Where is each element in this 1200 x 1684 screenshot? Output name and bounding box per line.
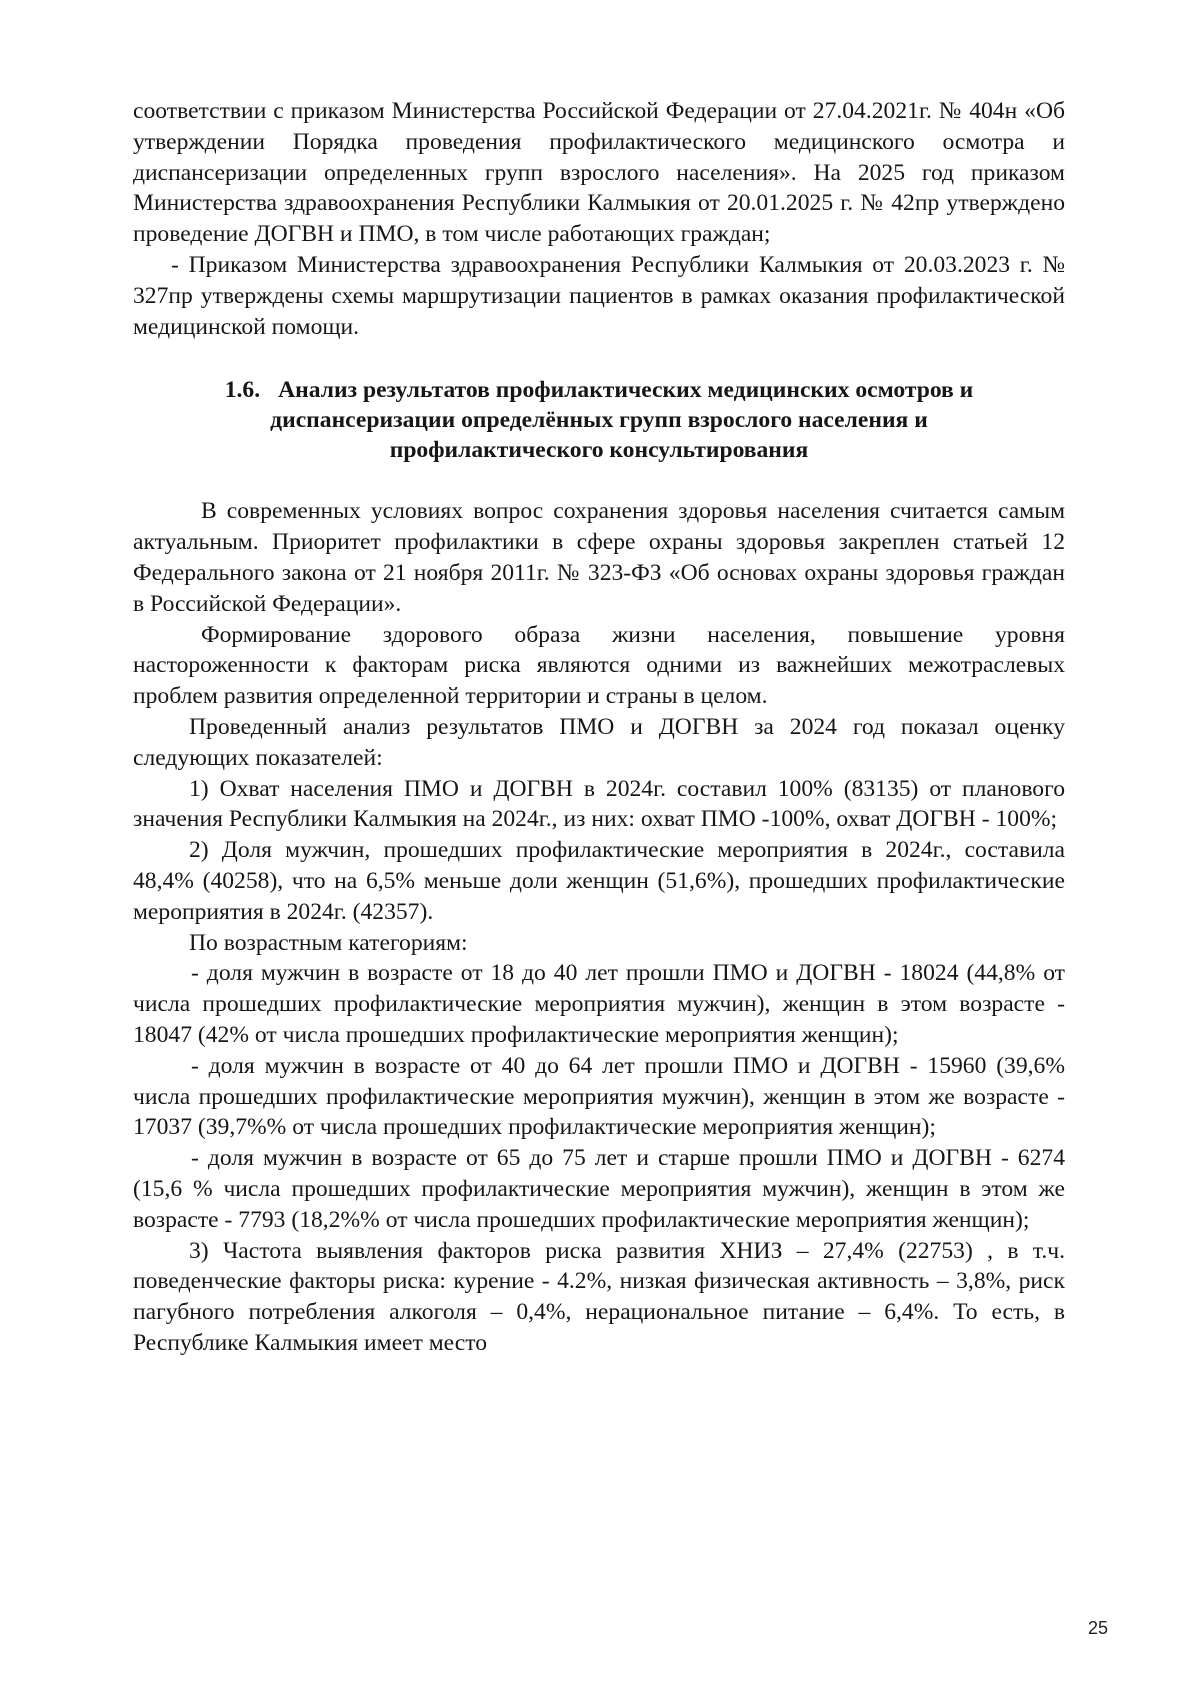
paragraph-age-categories: По возрастным категориям: (189, 929, 468, 956)
section-title-line-1: Анализ результатов профилактических медицинских осмотров и (278, 377, 974, 404)
age-item-40-64: - доля мужчин в возрасте от 40 до 64 лет прошли ПМО и ДОГВН - 15960 (39,6% числа прошедших профилактические мероприятия мужчин), женщин в этом же возрасте - 17037 (39,7%% от числа прошедших профилактические мероприятия женщин); (133, 1052, 1065, 1141)
age-item-65-75: - доля мужчин в возрасте от 65 до 75 лет и старше прошли ПМО и ДОГВН - 6274 (15,6 % числа прошедших профилактические мероприятия мужчин), женщин в этом же возрасте - 7793 (18,2%% от числа прошедших профилактические мероприятия женщин); (133, 1145, 1065, 1233)
section-title-line-2: диспансеризации определённых групп взрослого населения и (270, 407, 928, 434)
list-item-risk-factors: 3) Частота выявления факторов риска развития ХНИЗ – 27,4% (22753) , в т.ч. поведенческие факторы риска: курение - 4.2%, низкая физическая активность – 3,8%, риск пагубного потребления алкоголя – 0,4%, нерациональное питание – 6,4%. То есть, в Республике Калмыкия имеет место (133, 1237, 1065, 1356)
paragraph-analysis-intro: Проведенный анализ результатов ПМО и ДОГВН за 2024 год показал оценку следующих показателей: (133, 713, 1065, 771)
document-body (133, 96, 1065, 1359)
section-title-line-3: профилактического консультирования (389, 437, 809, 464)
list-item-coverage: 1) Охват населения ПМО и ДОГВН в 2024г. составил 100% (83135) от планового значения Республики Калмыкия на 2024г., из них: охват ПМО -100%, охват ДОГВН - 100%; (133, 775, 1065, 833)
paragraph-healthy-lifestyle: Формирование здорового образа жизни населения, повышение уровня настороженности к факторам риска являются одними из важнейших межотраслевых проблем развития определенной территории и страны в целом. (133, 621, 1065, 710)
age-item-18-40: - доля мужчин в возрасте от 18 до 40 лет прошли ПМО и ДОГВН - 18024 (44,8% от числа прошедших профилактические мероприятия мужчин), женщин в этом возрасте - 18047 (42% от числа прошедших профилактические мероприятия женщин); (133, 960, 1065, 1048)
section-number: 1.6. (224, 377, 261, 404)
routing-order-paragraph: - Приказом Министерства здравоохранения Республики Калмыкия от 20.03.2023 г. № 327пр утверждены схемы маршрутизации пациентов в рамках оказания профилактической медицинской помощи. (133, 251, 1065, 340)
list-item-men-share: 2) Доля мужчин, прошедших профилактические мероприятия в 2024г., составила 48,4% (40258), что на 6,5% меньше доли женщин (51,6%), прошедших профилактические мероприятия в 2024г. (42357). (133, 837, 1065, 925)
paragraph-health-priority: В современных условиях вопрос сохранения здоровья населения считается самым актуальным. Приоритет профилактики в сфере охраны здоровья закреплен статьей 12 Федерального закона от 21 ноября 2011г. № 323-ФЗ «Об основах охраны здоровья граждан в Российской Федерации». (133, 498, 1065, 617)
continuation-paragraph: соответствии с приказом Министерства Российской Федерации от 27.04.2021г. № 404н «Об утверждении Порядка проведения профилактического медицинского осмотра и диспансеризации определенных групп взрослого населения». На 2025 год приказом Министерства здравоохранения Республики Калмыкия от 20.01.2025 г. № 42пр утверждено проведение ДОГВН и ПМО, в том числе работающих граждан; (133, 98, 1065, 248)
section-heading (133, 375, 1065, 465)
page-number: 25 (1088, 1618, 1109, 1638)
